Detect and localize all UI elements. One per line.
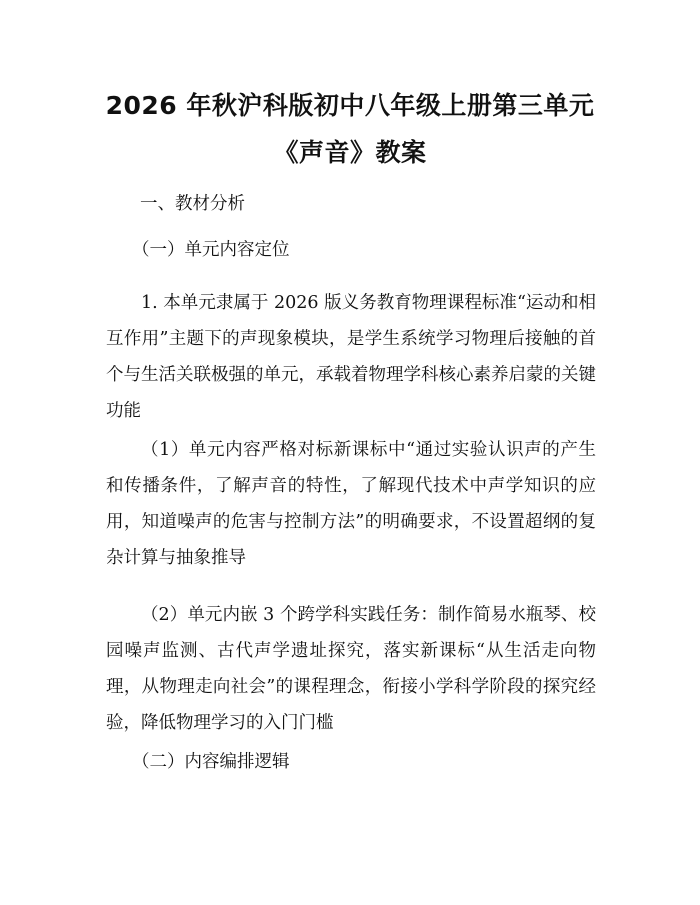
paragraph-interdisciplinary-tasks: （2）单元内嵌 3 个跨学科实践任务：制作简易水瓶琴、校园噪声监测、古代声学遗址探究，落实新课标“从生活走向物理，从物理走向社会”的课程理念，衔接小学科学阶段的探究经验，降低物理学习的入门门槛 (106, 605, 596, 733)
subsection-heading-content-logic: （二）内容编排逻辑 (132, 752, 290, 772)
subsection-heading-unit-positioning: （一）单元内容定位 (132, 240, 290, 260)
document-title-line-1: 2026 年秋沪科版初中八年级上册第三单元 (105, 91, 595, 120)
document-title-line-2: 《声音》教案 (273, 138, 427, 167)
paragraph-unit-overview: 1. 本单元隶属于 2026 版义务教育物理课程标准“运动和相互作用”主题下的声现象模块，是学生系统学习物理后接触的首个与生活关联极强的单元，承载着物理学科核心素养启蒙的关键功能 (106, 293, 596, 421)
section-heading-textbook-analysis: 一、教材分析 (140, 194, 245, 214)
paragraph-curriculum-alignment: （1）单元内容严格对标新课标中“通过实验认识声的产生和传播条件，了解声音的特性，了解现代技术中声学知识的应用，知道噪声的危害与控制方法”的明确要求，不设置超纲的复杂计算与抽象推导 (106, 440, 596, 568)
